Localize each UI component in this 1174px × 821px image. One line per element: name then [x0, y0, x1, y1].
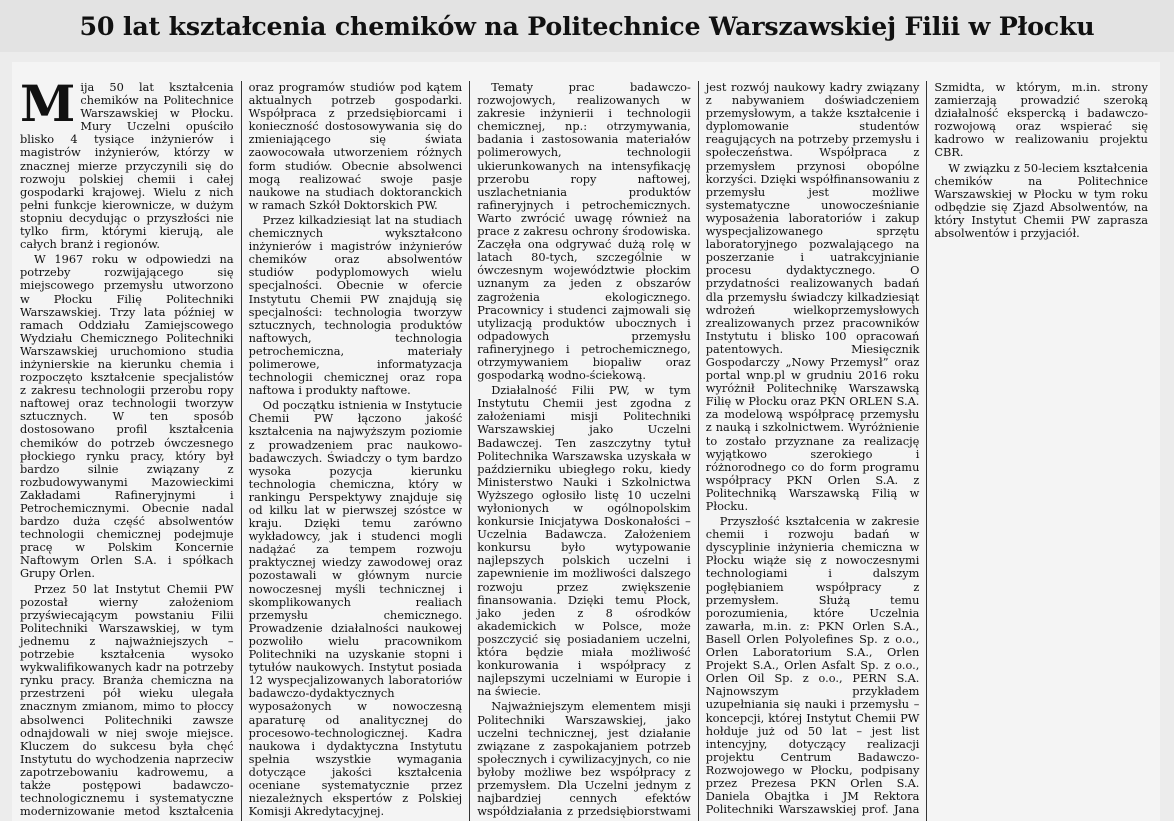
lead-paragraph: [20, 74, 234, 252]
article-headline: 50 lat kształcenia chemików na Politechnice Warszawskiej Filii w Płocku: [0, 0, 1174, 52]
lead-text: ija 50 lat kształcenia chemików na Politechnice Warszawskiej w Płocku. Mury Uczelni opuściło blisko 4 tysiące inżynierów i magistrów inżynierów, którzy w znacznej mierze przyczynili się do rozwoju polskiej chemii i całej gospodarki krajowej. Wielu z nich pełni funkcje kierownicze, w dużym stopniu decydując o przyszłości nie tylko firm, którymi kierują, ale całych branż i regionów.: [20, 80, 234, 252]
paragraph: Działalność Filii PW, w tym Instytutu Chemii jest zgodna z założeniami misji Politechniki Warszawskiej jako Uczelni Badawczej. Ten zaszczytny tytuł Politechnika Warszawska uzyskała w październiku ubiegłego roku, kiedy Ministerstwo Nauki i Szkolnictwa Wyższego ogłosiło listę 10 uczelni wyłonionych w ogólnopolskim konkursie Inicjatywa Doskonałości – Uczelnia Badawcza. Założeniem konkursu było wytypowanie najlepszych polskich uczelni i zapewnienie im możliwości dalszego rozwoju przez zwiększenie finansowania. Dzięki temu Płock, jako jeden z 8 ośrodków akademickich w Polsce, może poszczycić się posiadaniem uczelni, która będzie miała możliwość konkurowania i współpracy z najlepszymi uczelniami w Europie i na świecie.: [477, 383, 691, 699]
paragraph: W związku z 50-leciem kształcenia chemików na Politechnice Warszawskiej w Płocku w tym roku odbędzie się Zjazd Absolwentów, na który Instytut Chemii PW zaprasza absolwentów i przyjaciół.: [934, 160, 1148, 241]
paragraph: Przez 50 lat Instytut Chemii PW pozostał wierny założeniom przyświecającym powstaniu Filii Politechniki Warszawskiej, w tym jednemu z najważniejszych – potrzebie kształcenia wysoko wykwalifikowanych kadr na potrzeby rynku pracy. Branża chemiczna na przestrzeni pół wieku ulegała znacznym zmianom, mimo to płoccy absolwenci Politechniki zawsze odnajdowali w niej swoje miejsce. Kluczem do sukcesu była chęć Instytutu do wychodzenia naprzeciw zapotrzebowaniu kadrowemu, a także postępowi badawczo-technologicznemu i systematyczne modernizowanie metod kształcenia oraz programów studiów pod kątem aktualnych potrzeb gospodarki. Współpraca z przedsiębiorcami i konieczność dostosowywania się do zmieniającego się świata zaowocowała utworzeniem różnych form studiów. Obecnie absolwenci mogą realizować swoje pasje naukowe na studiach doktoranckich w ramach Szkół Doktorskich PW.: [20, 80, 463, 819]
paragraph: Przyszłość kształcenia w zakresie chemii i rozwoju badań w dyscyplinie inżynieria chemiczna w Płocku wiąże się z nowoczesnymi technologiami i dalszym pogłębianiem współpracy z przemysłem. Służą temu porozumienia, które Uczelnia zawarła, m.in. z: PKN Orlen S.A., Basell Orlen Polyolefines Sp. z o.o., Orlen Laboratorium S.A., Orlen Projekt S.A., Orlen Asfalt Sp. z o.o., Orlen Oil Sp. z o.o., PERN S.A. Najnowszym przykładem uzupełniania się nauki i przemysłu – koncepcji, której Instytut Chemii PW hołduje już od 50 lat – jest list intencyjny, dotyczący realizacji projektu Centrum Badawczo-Rozwojowego w Płocku, podpisany przez Prezesa PKN Orlen S.A. Daniela Obajtka i JM Rektora Politechniki Warszawskiej prof. Jana Szmidta, w którym, m.in. strony zamierzają prowadzić szeroką działalność ekspercką i badawczo-rozwojową oraz wspierać się kadrowo w realizowaniu projektu CBR.: [705, 80, 1148, 817]
paragraph: Przez kilkadziesiąt lat na studiach chemicznych wykształcono inżynierów i magistrów inżynierów chemików oraz absolwentów studiów podyplomowych wielu specjalności. Obecnie w ofercie Instytutu Chemii PW znajdują się specjalności: technologia tworzyw sztucznych, technologia produktów naftowych, technologia petrochemiczna, materiały polimerowe, informatyzacja technologii chemicznej oraz ropa naftowa i produkty naftowe.: [248, 212, 463, 398]
article-columns: [20, 62, 1148, 821]
paragraph: Od początku istnienia w Instytucie Chemii PW łączono jakość kształcenia na najwyższym poziomie z prowadzeniem prac naukowo-badawczych. Świadczy o tym bardzo wysoka pozycja kierunku technologia chemiczna, który w rankingu Perspektywy znajduje się od kilku lat w pierwszej szóstce w kraju. Dzięki temu zarówno wykładowcy, jak i studenci mogli nadążać za tempem rozwoju praktycznej wiedzy zawodowej oraz pozostawali w głównym nurcie nowoczesnej myśli technicznej i skomplikowanych realiach przemysłu chemicznego. Prowadzenie działalności naukowej pozwoliło wielu pracownikom Politechniki na uzyskanie stopni i tytułów naukowych. Instytut posiada 12 wyspecjalizowanych laboratoriów badawczo-dydaktycznych wyposażonych w nowoczesną aparaturę od analitycznej do procesowo-technologicznej. Kadra naukowa i dydaktyczna Instytutu spełnia wszystkie wymagania dotyczące jakości kształcenia oceniane systematycznie przez niezależnych ekspertów z Polskiej Komisji Akredytacyjnej.: [248, 398, 463, 819]
drop-cap: M: [20, 74, 76, 133]
paragraph: Najważniejszym elementem misji Politechniki Warszawskiej, jako uczelni technicznej, jest działanie związane z zaspokajaniem potrzeb społecznych i cywilizacyjnych, co nie byłoby możliwe bez współpracy z przemysłem. Dla Uczelni jednym z najbardziej cennych efektów współdziałania z przedsiębiorstwami jest rozwój naukowy kadry związany z nabywaniem doświadczeniem przemysłowym, a także kształcenie i dyplomowanie studentów reagujących na potrzeby przemysłu i społeczeństwa. Współpraca z przemysłem przynosi obopólne korzyści. Dzięki współfinansowaniu z przemysłu jest możliwe systematyczne unowocześnianie wyposażenia laboratoriów i zakup wyspecjalizowanego sprzętu laboratoryjnego pozwalającego na poszerzanie i uatrakcyjnianie procesu dydaktycznego. O przydatności realizowanych badań dla przemysłu świadczy kilkadziesiąt wdrożeń wielkoprzemysłowych zrealizowanych przez pracowników Instytutu i blisko 100 opracowań patentowych. Miesięcznik Gospodarczy „Nowy Przemysł” oraz portal wnp.pl w grudniu 2016 roku wyróżnił Politechnikę Warszawską Filię w Płocku oraz PKN ORLEN S.A. za modelową współpracę przemysłu z nauką i szkolnictwem. Wyróżnienie to zostało przyznane za realizację wyjątkowo szerokiego i różnorodnego co do form programu współpracy PKN Orlen S.A. z Politechniką Warszawską Filią w Płocku.: [477, 80, 920, 819]
paragraph: Tematy prac badawczo-rozwojowych, realizowanych w zakresie inżynierii i technologii chemicznej, np.: otrzymywania, badania i zastosowania materiałów polimerowych, technologii ukierunkowanych na intensyfikację przerobu ropy naftowej, uszlachetniania produktów rafineryjnych i petrochemicznych. Warto zwrócić uwagę również na prace z zakresu ochrony środowiska. Zaczęła ona odgrywać dużą rolę w latach 80-tych, szczególnie w ówczesnym województwie płockim uznanym za jeden z obszarów zagrożenia ekologicznego. Pracownicy i studenci zajmowali się utylizacją produktów ubocznych i odpadowych przemysłu rafineryjnego i petrochemicznego, otrzymywaniem biopaliw oraz gospodarką wodno-ściekową.: [477, 80, 691, 383]
article-body: [12, 62, 1160, 821]
paragraph: W 1967 roku w odpowiedzi na potrzeby rozwijającego się miejscowego przemysłu utworzono w Płocku Filię Politechniki Warszawskiej. Trzy lata później w ramach Oddziału Zamiejscowego Wydziału Chemicznego Politechniki Warszawskiej uruchomiono studia inżynierskie na kierunku chemia i rozpoczęto kształcenie specjalistów z zakresu technologii przerobu ropy naftowej oraz technologii tworzyw sztucznych. W ten sposób dostosowano profil kształcenia chemików do potrzeb ówczesnego płockiego rynku pracy, który był bardzo silnie związany z rozbudowywanymi Mazowieckimi Zakładami Rafineryjnymi i Petrochemicznymi. Obecnie nadal bardzo duża część absolwentów technologii chemicznej podejmuje pracę w Polskim Koncernie Naftowym Orlen S.A. i spółkach Grupy Orlen.: [20, 252, 234, 581]
